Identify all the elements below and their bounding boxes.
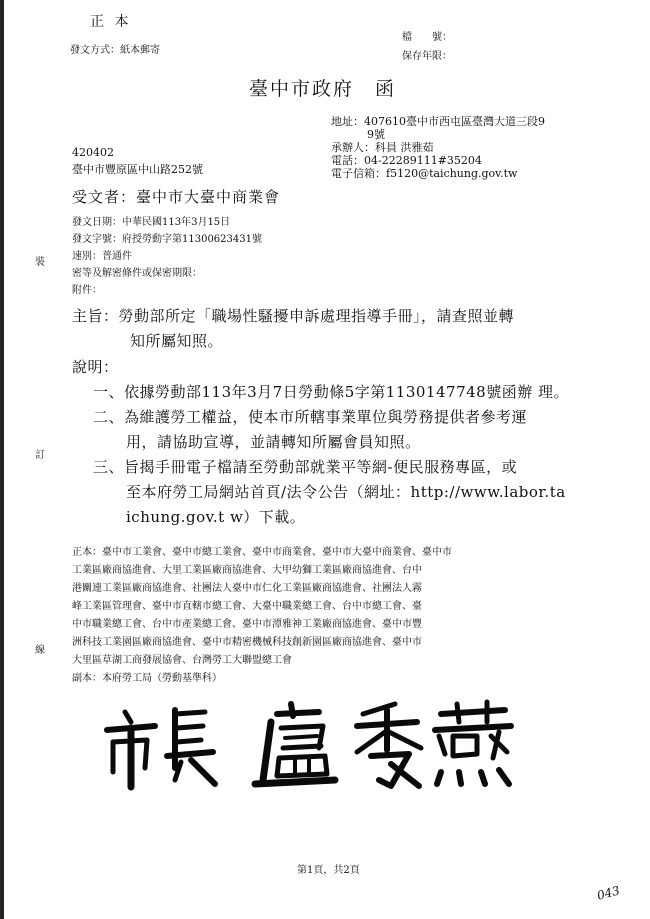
binding-mark-bottom: 線: [35, 645, 45, 656]
subject-line-1: 主旨：勞動部所定「職場性騷擾申訴處理指導手冊」，請查照並轉: [72, 307, 515, 325]
distribution-line-2: 工業區廠商協進會、大里工業區廠商協進會、大甲幼獅工業區廠商協進會、台中: [72, 565, 422, 576]
explanation-item-3-line-2: 至本府勞工局網站首頁/法令公告（網址：http://www.labor.ta: [126, 483, 566, 501]
distribution-line-7: 大里區草湖工商發展協會、台灣勞工大聯盟總工會: [72, 655, 292, 666]
binding-mark-top: 裝: [35, 257, 45, 268]
document-number: 發文字號：府授勞動字第11300623431號: [72, 234, 262, 245]
explanation-item-3-line-1: 三、旨揭手冊電子檔請至勞動部就業平等網-便民服務專區，或: [93, 458, 518, 476]
contact-person: 承辦人：科員 洪雅茹: [331, 141, 434, 154]
recipient-postcode: 420402: [72, 146, 114, 159]
recipient-address: 臺中市豐原區中山路252號: [72, 163, 203, 176]
mayor-signature-seal: [95, 692, 515, 792]
retention-label: 保存年限：: [402, 51, 452, 62]
file-number-label: 檔 號：: [402, 32, 452, 43]
distribution-line-5: 中市職業總工會、台中市產業總工會、臺中市潭雅神工業廠商協進會、臺中市豐: [72, 619, 422, 630]
explanation-item-3-line-3: ichung.gov.t w）下載。: [126, 508, 306, 526]
page-number: 第1頁，共2頁: [297, 865, 360, 876]
distribution-line-6: 洲科技工業園區廠商協進會、臺中市精密機械科技創新園區廠商協進會、臺中市: [72, 637, 422, 648]
contact-phone: 電話：04-22289111#35204: [331, 154, 482, 167]
attachment: 附件：: [72, 285, 102, 296]
document-title: 臺中市政府 函: [249, 78, 397, 100]
copy-type: 正 本: [90, 14, 132, 30]
carbon-copy: 副本：本府勞工局（勞動基準科）: [72, 673, 222, 684]
urgency: 速別：普通件: [72, 251, 132, 262]
scan-border: [0, 0, 4, 919]
contact-email: 電子信箱：f5120@taichung.gov.tw: [331, 167, 518, 180]
sender-address-cont: 9號: [367, 128, 385, 141]
signature-brush-strokes: [95, 692, 515, 792]
dispatch-method: 發文方式：紙本郵寄: [70, 45, 160, 56]
distribution-line-4: 峰工業區管理會、臺中市直轄市總工會、大臺中職業總工會、台中市總工會、臺: [72, 601, 422, 612]
subject-line-2: 知所屬知照。: [130, 332, 224, 350]
secrecy-level: 密等及解密條件或保密期限：: [72, 268, 202, 279]
handwritten-page-no: 043: [595, 883, 622, 903]
dispatch-date: 發文日期：中華民國113年3月15日: [72, 217, 231, 228]
explanation-item-2-line-1: 二、為維護勞工權益，使本市所轄事業單位與勞務提供者參考運: [93, 408, 528, 426]
sender-address: 地址：407610臺中市西屯區臺灣大道三段9: [331, 115, 545, 128]
binding-mark-middle: 訂: [35, 450, 45, 461]
explanation-heading: 說明：: [72, 358, 119, 376]
distribution-line-1: 正本：臺中市工業會、臺中市總工業會、臺中市商業會、臺中市大臺中商業會、臺中市: [72, 547, 452, 558]
explanation-item-1: 一、依據勞動部113年3月7日勞動條5字第1130147748號函辦 理。: [93, 383, 569, 401]
distribution-line-3: 港關連工業區廠商協進會、社團法人臺中市仁化工業區廠商協進會、社團法人霧: [72, 583, 422, 594]
explanation-item-2-line-2: 用，請協助宣導，並請轉知所屬會員知照。: [126, 433, 421, 451]
addressee: 受文者：臺中市大臺中商業會: [72, 188, 281, 206]
